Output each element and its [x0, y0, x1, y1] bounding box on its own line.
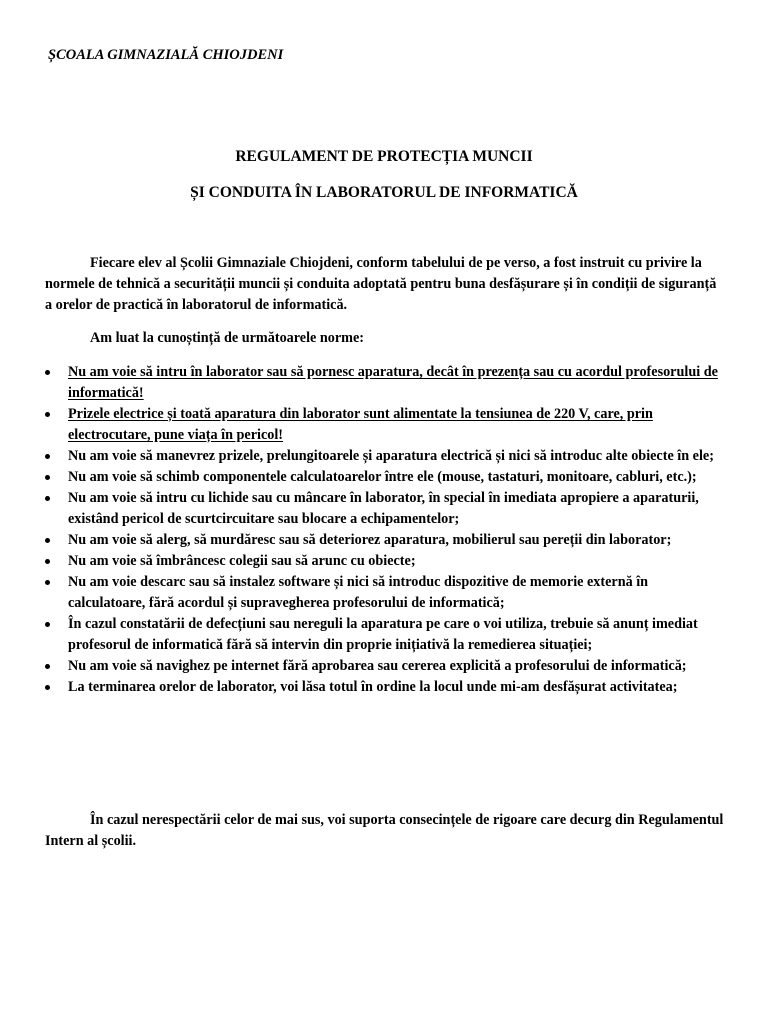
closing-paragraph: În cazul nerespectării celor de mai sus, voi suporta consecințele de rigoare care decurg din Regulamentul Intern al școlii. [45, 812, 724, 849]
school-name: ȘCOALA GIMNAZIALĂ CHIOJDENI [48, 47, 284, 63]
rule-text: La terminarea orelor de laborator, voi lăsa totul în ordine la locul unde mi-am desfășurat activitatea; [68, 679, 678, 695]
bullet-icon [45, 538, 50, 543]
bullet-icon [45, 622, 50, 627]
rule-item [45, 488, 725, 530]
rules-list [45, 362, 725, 698]
bullet-icon [45, 580, 50, 585]
intro-paragraph: Fiecare elev al Școlii Gimnaziale Chiojdeni, conform tabelului de pe verso, a fost instruit cu privire la normele de tehnică a securității muncii și conduita adoptată pentru buna desfășurare și în condiții de siguranță a orelor de practică în laboratorul de informatică. [45, 255, 717, 313]
rule-text: Nu am voie să manevrez prizele, prelungitoarele și aparatura electrică și nici să introduc alte obiecte în ele; [68, 448, 714, 464]
rule-text: În cazul constatării de defecțiuni sau nereguli la aparatura pe care o voi utiliza, trebuie să anunț imediat profesorul de informatică fără să intervin din proprie inițiativă la remedierea situației; [68, 616, 698, 653]
rule-item [45, 362, 725, 404]
bullet-icon [45, 475, 50, 480]
rule-item [45, 404, 725, 446]
document-title-line-2: ȘI CONDUITA ÎN LABORATORUL DE INFORMATICĂ [190, 184, 578, 201]
rule-text: Nu am voie să îmbrâncesc colegii sau să arunc cu obiecte; [68, 553, 416, 569]
rule-text: Nu am voie să intru cu lichide sau cu mâncare în laborator, în special în imediata apropiere a aparaturii, existând pericol de scurtcircuitare sau blocare a echipamentelor; [68, 490, 699, 527]
rule-item [45, 530, 725, 551]
rule-text: Nu am voie să alerg, să murdăresc sau să deteriorez aparatura, mobilierul sau pereții din laborator; [68, 532, 672, 548]
rule-text: Nu am voie să schimb componentele calculatoarelor între ele (mouse, tastaturi, monitoare, cabluri, etc.); [68, 469, 697, 485]
bullet-icon [45, 664, 50, 669]
bullet-icon [45, 496, 50, 501]
bullet-icon [45, 454, 50, 459]
rule-item [45, 614, 725, 656]
rules-lead-paragraph: Am luat la cunoștință de următoarele norme: [90, 330, 364, 346]
rule-text: Nu am voie să intru în laborator sau să pornesc aparatura, decât în prezența sau cu acordul profesorului de informatică! [68, 364, 718, 401]
rule-item [45, 446, 725, 467]
rule-text: Prizele electrice și toată aparatura din laborator sunt alimentate la tensiunea de 220 V, care, prin electrocutare, pune viața în pericol! [68, 406, 653, 443]
rule-item [45, 656, 725, 677]
bullet-icon [45, 412, 50, 417]
bullet-icon [45, 685, 50, 690]
bullet-icon [45, 559, 50, 564]
rule-item [45, 551, 725, 572]
rule-item [45, 677, 725, 698]
bullet-icon [45, 370, 50, 375]
document-title-line-1: REGULAMENT DE PROTECȚIA MUNCII [235, 148, 533, 165]
rule-item [45, 467, 725, 488]
rule-item [45, 572, 725, 614]
rule-text: Nu am voie descarc sau să instalez software și nici să introduc dispozitive de memorie externă în calculatoare, fără acordul și supravegherea profesorului de informatică; [68, 574, 649, 611]
rule-text: Nu am voie să navighez pe internet fără aprobarea sau cererea explicită a profesorului de informatică; [68, 658, 687, 674]
